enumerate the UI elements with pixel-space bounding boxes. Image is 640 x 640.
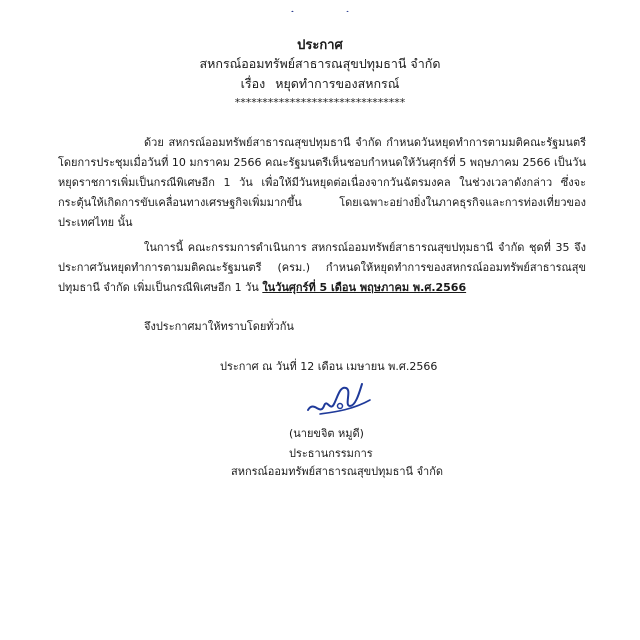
announcement-title: ประกาศ bbox=[297, 38, 343, 53]
signer-name: (นายขจิต หมูดี) bbox=[289, 427, 364, 440]
separator-stars: ******************************* bbox=[234, 96, 406, 109]
subject-text: หยุดทำการของสหกรณ์ bbox=[275, 76, 400, 91]
paragraph-1 bbox=[58, 133, 586, 233]
organization-seal-icon bbox=[285, 0, 355, 12]
announcement-date: ประกาศ ณ วันที่ 12 เดือน เมษายน พ.ศ.2566 bbox=[220, 360, 438, 373]
subject-line bbox=[0, 74, 640, 94]
paragraph-2 bbox=[58, 238, 586, 298]
paragraph-1-text: ด้วย สหกรณ์ออมทรัพย์สาธารณสุขปทุมธานี จำกัด กำหนดวันหยุดทำการตามมติคณะรัฐมนตรี โดยการประชุมเมื่อวันที่ 10 มกราคม 2566 คณะรัฐมนตรีเห็นชอบกำหนดให้วันศุกร์ที่ 5 พฤษภาคม 2566 เป็นวันหยุดราชการเพิ่มเป็นกรณีพิเศษอีก 1 วัน เพื่อให้มีวันหยุดต่อเนื่องจากวันฉัตรมงคล ในช่วงเวลาดังกล่าว ซึ่งจะกระตุ้นให้เกิดการขับเคลื่อนทางเศรษฐกิจเพิ่มมากขึ้น โดยเฉพาะอย่างยิ่งในภาคธุรกิจและการท่องเที่ยวของ ประเทศไทย นั้น bbox=[58, 136, 586, 229]
subject-label: เรื่อง bbox=[240, 76, 266, 91]
handwritten-signature-icon bbox=[300, 376, 380, 420]
organization-name: สหกรณ์ออมทรัพย์สาธารณสุขปทุมธานี จำกัด bbox=[199, 56, 441, 71]
paragraph-3: จึงประกาศมาให้ทราบโดยทั่วกัน bbox=[144, 320, 294, 333]
signer-organization: สหกรณ์ออมทรัพย์สาธารณสุขปทุมธานี จำกัด bbox=[231, 465, 444, 478]
paragraph-2-text: ในการนี้ คณะกรรมการดำเนินการ สหกรณ์ออมทรัพย์สาธารณสุขปทุมธานี จำกัด ชุดที่ 35 จึงประกาศวันหยุดทำการตามมติคณะรัฐมนตรี (ครม.) กำหนดให้หยุดทำการของสหกรณ์ออมทรัพย์สาธารณสุข ปทุมธานี จำกัด เพิ่มเป็นกรณีพิเศษอีก 1 วัน bbox=[58, 241, 586, 294]
holiday-date: ในวันศุกร์ที่ 5 เดือน พฤษภาคม พ.ศ.2566 bbox=[262, 281, 467, 294]
signer-role: ประธานกรรมการ bbox=[289, 447, 373, 460]
